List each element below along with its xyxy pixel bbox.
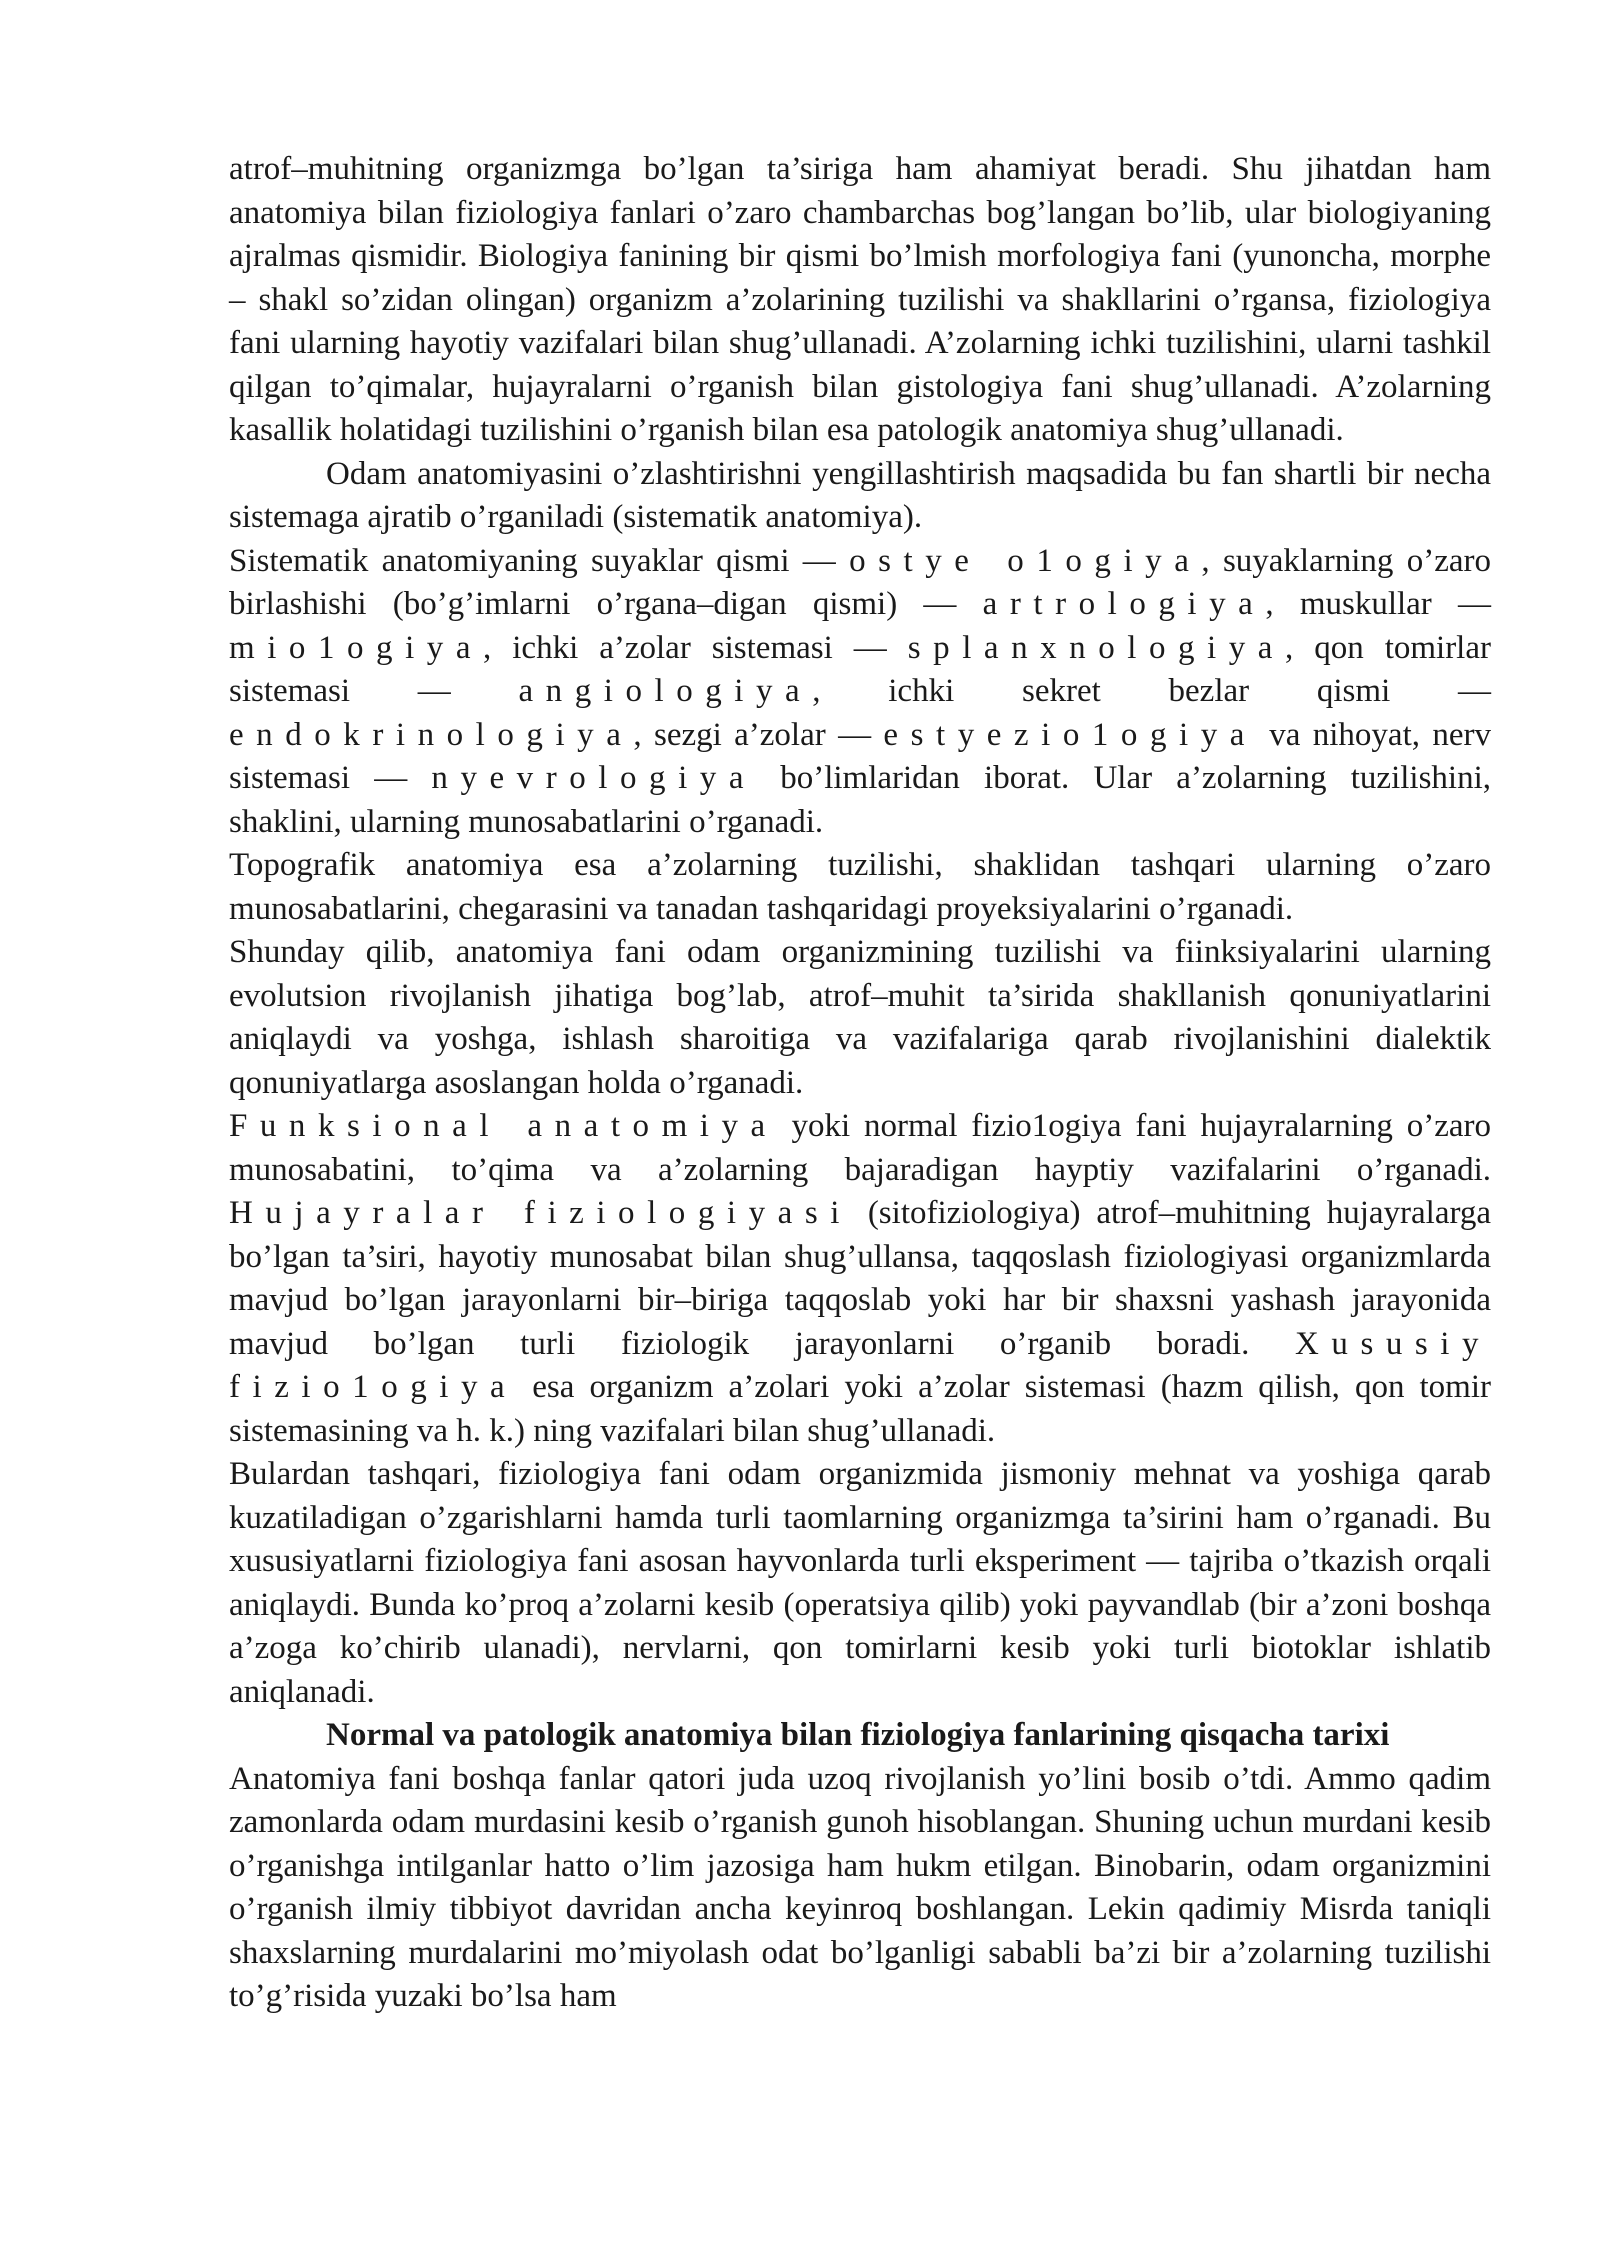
paragraph xyxy=(229,540,1491,845)
text-run: yoki normal fizio1ogiya fani hujayralarning o’zaro munosabatini, to’qima va a’zolarning bajaradigan hayptiy vazifalarini o’rganadi. xyxy=(229,1108,1491,1188)
text-run: Bulardan tashqari, fiziologiya fani odam organizmida jismoniy mehnat va yoshiga qarab kuzatiladigan o’zgarishlarni hamda turli taomlarning organizmga ta’sirini ham o’rganadi. Bu xususiyatlarni fiziologiya fani asosan hayvonlarda turli eksperiment — tajriba o’tkazish orqali aniqlaydi. Bunda ko’proq a’zolarni kesib (operatsiya qilib) yoki payvandlab (bir a’zoni boshqa a’zoga ko’chirib ulanadi), nervlarni, qon tomirlarni kesib yoki turli biotoklar ishlatib aniqlanadi. xyxy=(229,1456,1491,1710)
paragraph xyxy=(229,1453,1491,1714)
text-run: (sitofiziologiya) atrof–muhitning hujayralarga bo’lgan ta’siri, hayotiy munosabat bilan shug’ullansa, taqqoslash fiziologiyasi organizmlarda mavjud bo’lgan jarayonlarni bir–biriga taqqoslab yoki har bir shaxsni yashash jarayonida mavjud bo’lgan turli fiziologik jarayonlarni o’rganib boradi. xyxy=(229,1195,1492,1362)
text-run: Odam anatomiyasini o’zlashtirishni yengillashtirish maqsadida bu fan shartli bir necha sistemaga ajratib o’rganiladi (sistematik anatomiya). xyxy=(229,455,1491,535)
text-run: Topografik anatomiya esa a’zolarning tuzilishi, shaklidan tashqari ularning o’zaro munosabatlarini, chegarasini va tanadan tashqaridagi proyeksiyalarini o’rganadi. xyxy=(229,847,1491,927)
paragraph xyxy=(229,1105,1491,1453)
paragraph xyxy=(229,148,1491,453)
text-run: , muskullar — xyxy=(1265,586,1492,622)
text-run: Normal va patologik anatomiya bilan fiziologiya fanlarining qisqacha tarixi xyxy=(326,1717,1390,1753)
text-run: Sistematik anatomiyaning suyaklar qismi — xyxy=(229,542,850,579)
text-run: , suyaklarning o’zaro birlashishi (bo’g’imlarni o’rgana–digan qismi) — xyxy=(229,542,1491,622)
spaced-term: Funksional anatomiya xyxy=(229,1108,778,1144)
text-run: Anatomiya fani boshqa fanlar qatori juda uzoq rivojlanish yo’lini bosib o’tdi. Ammo qadim zamonlarda odam murdasini kesib o’rganish gunoh hisoblangan. Shuning uchun murdani kesib o’rganishga intilganlar hatto o’lim jazosiga ham hukm etilgan. Binobarin, odam organizmini o’rganish ilmiy tibbiyot davridan ancha keyinroq boshlangan. Lekin qadimiy Misrda taniqli shaxslarning murdalarini mo’miyolash odat bo’lganligi sababli ba’zi bir a’zolarning tuzilishi to’g’risida yuzaki bo’lsa ham xyxy=(229,1760,1491,2014)
paragraph xyxy=(229,453,1491,540)
text-run: atrof–muhitning organizmga bo’lgan ta’siriga ham ahamiyat beradi. Shu jihatdan ham anatomiya bilan fiziologiya fanlari o’zaro chambarchas bog’langan bo’lib, ular biologiyaning ajralmas qismidir. Biologiya fanining bir qismi bo’lmish morfologiya fani (yunoncha, morphe – shakl so’zidan olingan) organizm a’zolarining tuzilishi va shakllarini o’rgansa, fiziologiya fani ularning hayotiy vazifalari bilan shug’ullanadi. A’zolarning ichki tuzilishini, ularni tashkil qilgan to’qimalar, hujayralarni o’rganish bilan gistologiya fani shug’ullanadi. A’zolarning kasallik holatidagi tuzilishini o’rganish bilan esa patologik anatomiya shug’ullanadi. xyxy=(229,151,1491,448)
text-run: Shunday qilib, anatomiya fani odam organizmining tuzilishi va fiinksiyalarini ularning evolutsion rivojlanish jihatiga bog’lab, atrof–muhit ta’sirida shakllanish qonuniyatlarini aniqlaydi va yoshga, ishlash sharoitiga va vazifalariga qarab rivojlanishini dialektik qonuniyatlarga asoslangan holda o’rganadi. xyxy=(229,934,1491,1101)
paragraph xyxy=(229,931,1491,1105)
text-run: , ichki a’zolar sistemasi — xyxy=(483,629,908,666)
spaced-term: ostye o1ogiya xyxy=(849,542,1202,579)
text-run: , ichki sekret bezlar qismi — xyxy=(812,673,1491,709)
spaced-term: Xususiy fizio1ogiya xyxy=(229,1325,1491,1405)
spaced-term: endokrinologiya xyxy=(229,716,634,753)
document-body xyxy=(229,148,1491,2019)
paragraph xyxy=(229,1758,1491,2019)
spaced-term: estyezio1ogiya xyxy=(883,716,1257,753)
spaced-term: mio1ogiya xyxy=(229,629,484,666)
text-run: , qon tomirlar sistemasi — xyxy=(229,629,1491,709)
spaced-term: nyevrologiya xyxy=(431,760,757,796)
text-run: esa organizm a’zolari yoki a’zolar sistemasi (hazm qilish, qon tomir sistemasining va h. k.) ning vazifalari bilan shug’ullanadi. xyxy=(229,1369,1491,1449)
paragraph xyxy=(229,844,1491,931)
text-run: , sezgi a’zolar — xyxy=(633,716,884,753)
spaced-term: angiologiya xyxy=(518,673,813,709)
text-run: va nihoyat, nerv sistemasi — xyxy=(229,716,1491,796)
text-run: bo’limlaridan iborat. Ular a’zolarning tuzilishini, shaklini, ularning munosabatlarini o’rganadi. xyxy=(229,760,1492,840)
spaced-term: splanxnologiya xyxy=(907,629,1285,666)
section-heading xyxy=(229,1714,1491,1758)
spaced-term: artrologiya xyxy=(982,586,1266,622)
spaced-term: Hujayralar fiziologiyasi xyxy=(229,1195,852,1231)
